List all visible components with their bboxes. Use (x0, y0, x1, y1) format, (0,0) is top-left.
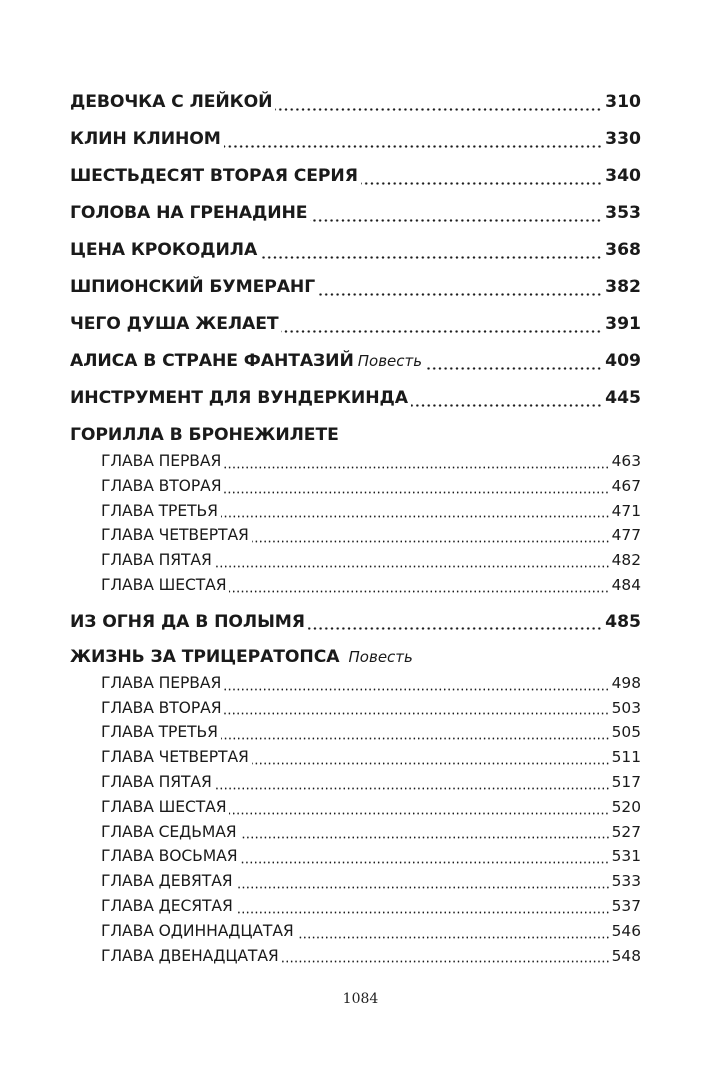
toc-chapter-title: ГЛАВА ПЕРВАЯ (101, 673, 222, 692)
toc-chapter-title: ГЛАВА ДВЕНАДЦАТАЯ (101, 946, 279, 965)
toc-chapter-title: ГЛАВА ЧЕТВЕРТАЯ (101, 748, 249, 767)
toc-chapter-title: ГЛАВА ДЕВЯТАЯ (101, 872, 233, 891)
toc-entry[interactable] (70, 86, 641, 123)
dot-leader (318, 293, 602, 296)
toc-chapter[interactable] (70, 894, 641, 919)
toc-chapter-title: ГЛАВА ОДИННАДЦАТАЯ (101, 921, 294, 940)
dot-leader (361, 182, 602, 185)
dot-leader (310, 219, 602, 222)
toc-section-title: ГОРИЛЛА В БРОНЕЖИЛЕТЕ (70, 425, 339, 445)
toc-chapter-title: ГЛАВА ПЯТАЯ (101, 772, 212, 791)
dot-leader (215, 787, 610, 790)
dot-leader (224, 145, 602, 148)
toc-chapter[interactable] (70, 944, 641, 969)
toc-section-triceratops (70, 643, 641, 969)
toc-chapter[interactable] (70, 844, 641, 869)
toc-entry-title: ИЗ ОГНЯ ДА В ПОЛЫМЯ (70, 611, 305, 632)
toc-entry-title: ШЕСТЬДЕСЯТ ВТОРАЯ СЕРИЯ (70, 166, 358, 186)
toc-chapter-title: ГЛАВА ВТОРАЯ (101, 476, 222, 495)
toc-chapter-page: 477 (611, 526, 641, 545)
dot-leader (281, 330, 602, 333)
toc-entry[interactable] (70, 606, 641, 643)
toc-entry[interactable] (70, 197, 641, 234)
toc-entry-page: 310 (605, 92, 641, 112)
page-number: 1084 (342, 991, 379, 1007)
dot-leader (308, 627, 602, 630)
dot-leader (252, 762, 610, 765)
toc-chapter[interactable] (70, 449, 641, 474)
toc-section-heading[interactable] (70, 421, 641, 449)
toc-chapter-page: 548 (611, 946, 641, 965)
toc-chapter[interactable] (70, 919, 641, 944)
toc-entry-page: 485 (605, 611, 641, 632)
toc-entry[interactable] (70, 345, 641, 382)
toc-entry-title: ИНСТРУМЕНТ ДЛЯ ВУНДЕРКИНДА (70, 388, 408, 408)
toc-chapter-page: 498 (611, 673, 641, 692)
toc-entry-page: 409 (605, 351, 641, 371)
toc-chapter-title: ГЛАВА ШЕСТАЯ (101, 575, 227, 594)
toc-entry-title: ЦЕНА КРОКОДИЛА (70, 240, 258, 260)
toc-entry-page: 340 (605, 166, 641, 186)
toc-section-title: ЖИЗНЬ ЗА ТРИЦЕРАТОПСА (70, 646, 340, 667)
toc-chapter-page: 471 (611, 501, 641, 520)
toc-entry-title: ГОЛОВА НА ГРЕНАДИНЕ (70, 203, 308, 223)
dot-leader (229, 812, 609, 815)
toc-chapter-title: ГЛАВА СЕДЬМАЯ (101, 822, 237, 841)
toc-chapter-title: ГЛАВА ТРЕТЬЯ (101, 723, 218, 742)
dot-leader (275, 108, 602, 111)
toc-entry[interactable] (70, 123, 641, 160)
toc-chapter[interactable] (70, 499, 641, 524)
toc-chapter-title: ГЛАВА ПЕРВАЯ (101, 452, 222, 470)
toc-entry-title: ШПИОНСКИЙ БУМЕРАНГ (70, 277, 316, 297)
dot-leader (252, 540, 610, 543)
toc-chapter[interactable] (70, 745, 641, 770)
toc-entry-page: 445 (605, 388, 641, 408)
toc-chapter[interactable] (70, 523, 641, 548)
toc-chapter-page: 505 (611, 723, 641, 742)
dot-leader (224, 466, 609, 469)
toc-entry[interactable] (70, 308, 641, 345)
toc-entry[interactable] (70, 271, 641, 308)
toc-entry-title: АЛИСА В СТРАНЕ ФАНТАЗИЙ (70, 351, 354, 371)
toc-entry-page: 382 (605, 277, 641, 297)
toc-chapter[interactable] (70, 720, 641, 745)
toc-entry-title: ЧЕГО ДУША ЖЕЛАЕТ (70, 314, 279, 334)
dot-leader (425, 367, 602, 370)
toc-section-heading[interactable] (70, 643, 641, 671)
toc-chapter[interactable] (70, 474, 641, 499)
toc-section-subtitle: Повесть (348, 647, 413, 666)
dot-leader (282, 960, 610, 963)
dot-leader (297, 936, 610, 939)
dot-leader (260, 256, 602, 259)
toc-entry-subtitle: Повесть (357, 352, 423, 370)
toc-chapter-title: ГЛАВА ВОСЬМАЯ (101, 847, 238, 866)
dot-leader (236, 911, 610, 914)
toc-chapter-page: 467 (611, 476, 641, 495)
toc-entry-title: КЛИН КЛИНОМ (70, 129, 221, 149)
toc-section-gorilla (70, 421, 641, 598)
dot-leader (240, 836, 610, 839)
toc-chapter-title: ГЛАВА ШЕСТАЯ (101, 797, 227, 816)
dot-leader (221, 737, 610, 740)
toc-entry[interactable] (70, 160, 641, 197)
toc-chapter-title: ГЛАВА ПЯТАЯ (101, 551, 212, 570)
toc-entry-title: ДЕВОЧКА С ЛЕЙКОЙ (70, 92, 273, 112)
toc-chapter[interactable] (70, 548, 641, 573)
toc-chapter-page: 484 (611, 575, 641, 594)
dot-leader (411, 404, 602, 407)
toc-chapter[interactable] (70, 696, 641, 721)
toc-chapter-page: 520 (611, 797, 641, 816)
toc-chapter-page: 511 (611, 748, 641, 767)
toc-chapter-page: 503 (611, 698, 641, 717)
dot-leader (229, 590, 609, 593)
dot-leader (236, 886, 610, 889)
dot-leader (221, 515, 610, 518)
toc-chapter-page: 527 (611, 822, 641, 841)
toc-entry-page: 353 (605, 203, 641, 223)
toc-chapter-title: ГЛАВА ТРЕТЬЯ (101, 501, 218, 520)
toc-chapter[interactable] (70, 770, 641, 795)
toc-chapter-page: 531 (611, 847, 641, 866)
toc-entry[interactable] (70, 382, 641, 419)
dot-leader (215, 565, 610, 568)
table-of-contents (70, 86, 641, 968)
toc-chapter[interactable] (70, 869, 641, 894)
dot-leader (224, 712, 609, 715)
toc-chapter-page: 482 (611, 551, 641, 570)
toc-chapter[interactable] (70, 820, 641, 845)
toc-entry-page: 330 (605, 129, 641, 149)
toc-chapter[interactable] (70, 671, 641, 696)
toc-entry[interactable] (70, 234, 641, 271)
toc-chapter[interactable] (70, 795, 641, 820)
toc-entry-page: 391 (605, 314, 641, 334)
toc-chapter[interactable] (70, 573, 641, 598)
toc-chapter-page: 517 (611, 772, 641, 791)
toc-chapter-page: 463 (611, 452, 641, 470)
toc-chapter-page: 537 (611, 896, 641, 915)
dot-leader (240, 861, 609, 864)
toc-chapter-title: ГЛАВА ЧЕТВЕРТАЯ (101, 526, 249, 545)
toc-chapter-page: 533 (611, 872, 641, 891)
toc-chapter-title: ГЛАВА ДЕСЯТАЯ (101, 896, 233, 915)
toc-chapter-page: 546 (611, 921, 641, 940)
dot-leader (224, 688, 609, 691)
toc-chapter-title: ГЛАВА ВТОРАЯ (101, 698, 222, 717)
toc-entry-page: 368 (605, 240, 641, 260)
dot-leader (224, 491, 609, 494)
